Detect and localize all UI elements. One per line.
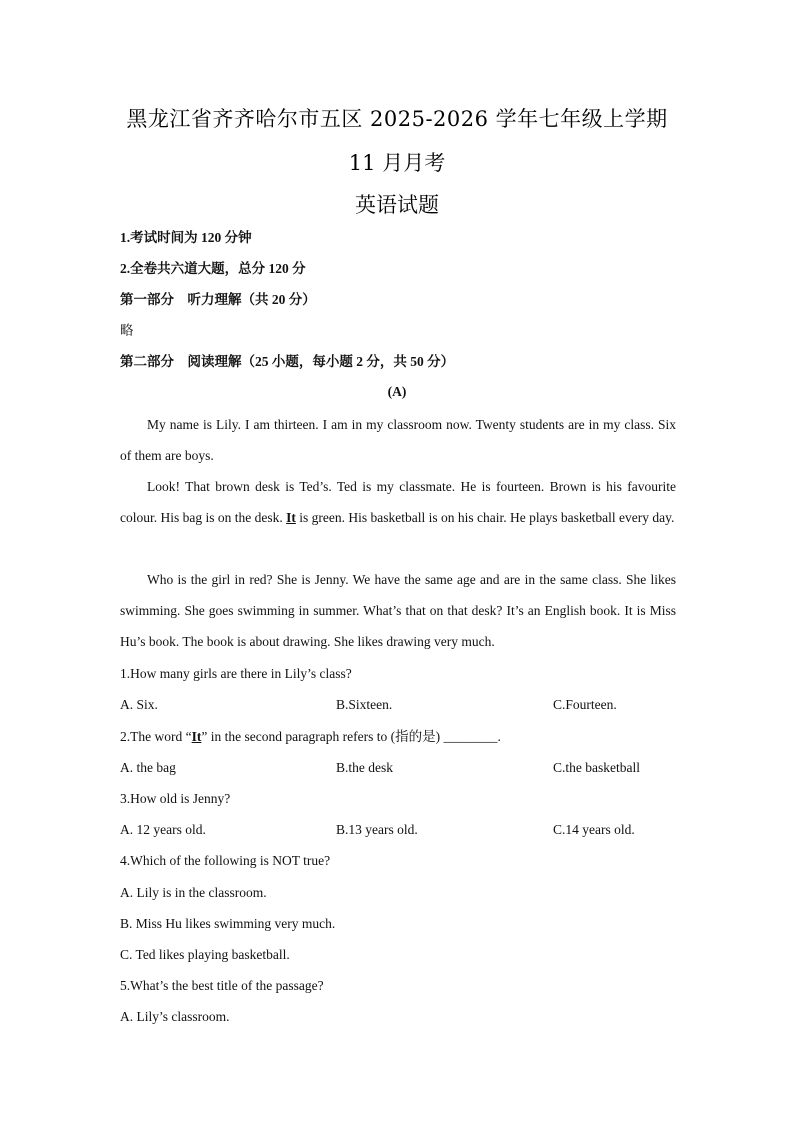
question-2-option-c: C.the basketball [553,760,640,775]
underlined-word-it: It [286,510,296,525]
question-3-option-b: B.13 years old. [336,822,418,837]
question-2-stem [120,728,501,746]
question-4-option-a: A. Lily is in the classroom. [120,885,267,900]
exam-note-time: 1.考试时间为 120 分钟 [120,230,252,245]
part1-heading: 第一部分 听力理解（共 20 分） [120,292,316,307]
question-2-option-b: B.the desk [336,760,393,775]
question-4-option-c: C. Ted likes playing basketball. [120,947,290,962]
section-label-a: (A) [387,384,407,399]
question-4-option-b: B. Miss Hu likes swimming very much. [120,916,336,931]
question-2-stem-end: ” in the second paragraph refers to (指的是) ________. [201,729,501,744]
question-1-option-b: B.Sixteen. [336,697,393,712]
question-1-stem: 1.How many girls are there in Lily’s class? [120,666,352,681]
passage-paragraph-2 [120,471,676,533]
question-5-stem: 5.What’s the best title of the passage? [120,978,324,993]
question-2-option-a: A. the bag [120,760,176,775]
question-2-underlined-it: It [191,729,202,744]
exam-note-total: 2.全卷共六道大题，总分 120 分 [120,261,306,276]
part1-body: 略 [120,323,134,338]
passage-paragraph-3: Who is the girl in red? She is Jenny. We have the same age and are in the same class. She likes swimming. She goes swimming in summer. What’s that on that desk? It’s an English book. It is Miss Hu’s book. The book is about drawing. She likes drawing very much. [120,572,676,649]
passage-paragraph-2-end: is green. His basketball is on his chair. He plays basketball every day. [295,510,675,525]
question-1-option-a: A. Six. [120,697,158,712]
question-5-option-a: A. Lily’s classroom. [120,1009,230,1024]
exam-title-line2: 11 月月考 [348,151,446,175]
question-3-option-a: A. 12 years old. [120,822,206,837]
part2-heading: 第二部分 阅读理解（25 小题，每小题 2 分，共 50 分） [120,354,455,369]
question-2-stem-start: 2.The word “ [120,729,192,744]
question-4-stem: 4.Which of the following is NOT true? [120,853,331,868]
question-3-option-c: C.14 years old. [553,822,635,837]
passage-paragraph-1: My name is Lily. I am thirteen. I am in my classroom now. Twenty students are in my class. Six of them are boys. [120,417,676,463]
question-1-option-c: C.Fourteen. [553,697,617,712]
passage-paragraph-2-start: Look! That brown desk is Ted’s. Ted is my classmate. He is fourteen. Brown is his favourite colour. His bag is on the desk. [120,479,676,525]
exam-subject-title: 英语试题 [355,193,439,217]
exam-title-line1: 黑龙江省齐齐哈尔市五区 2025-2026 学年七年级上学期 [126,107,668,131]
question-3-stem: 3.How old is Jenny? [120,791,231,806]
